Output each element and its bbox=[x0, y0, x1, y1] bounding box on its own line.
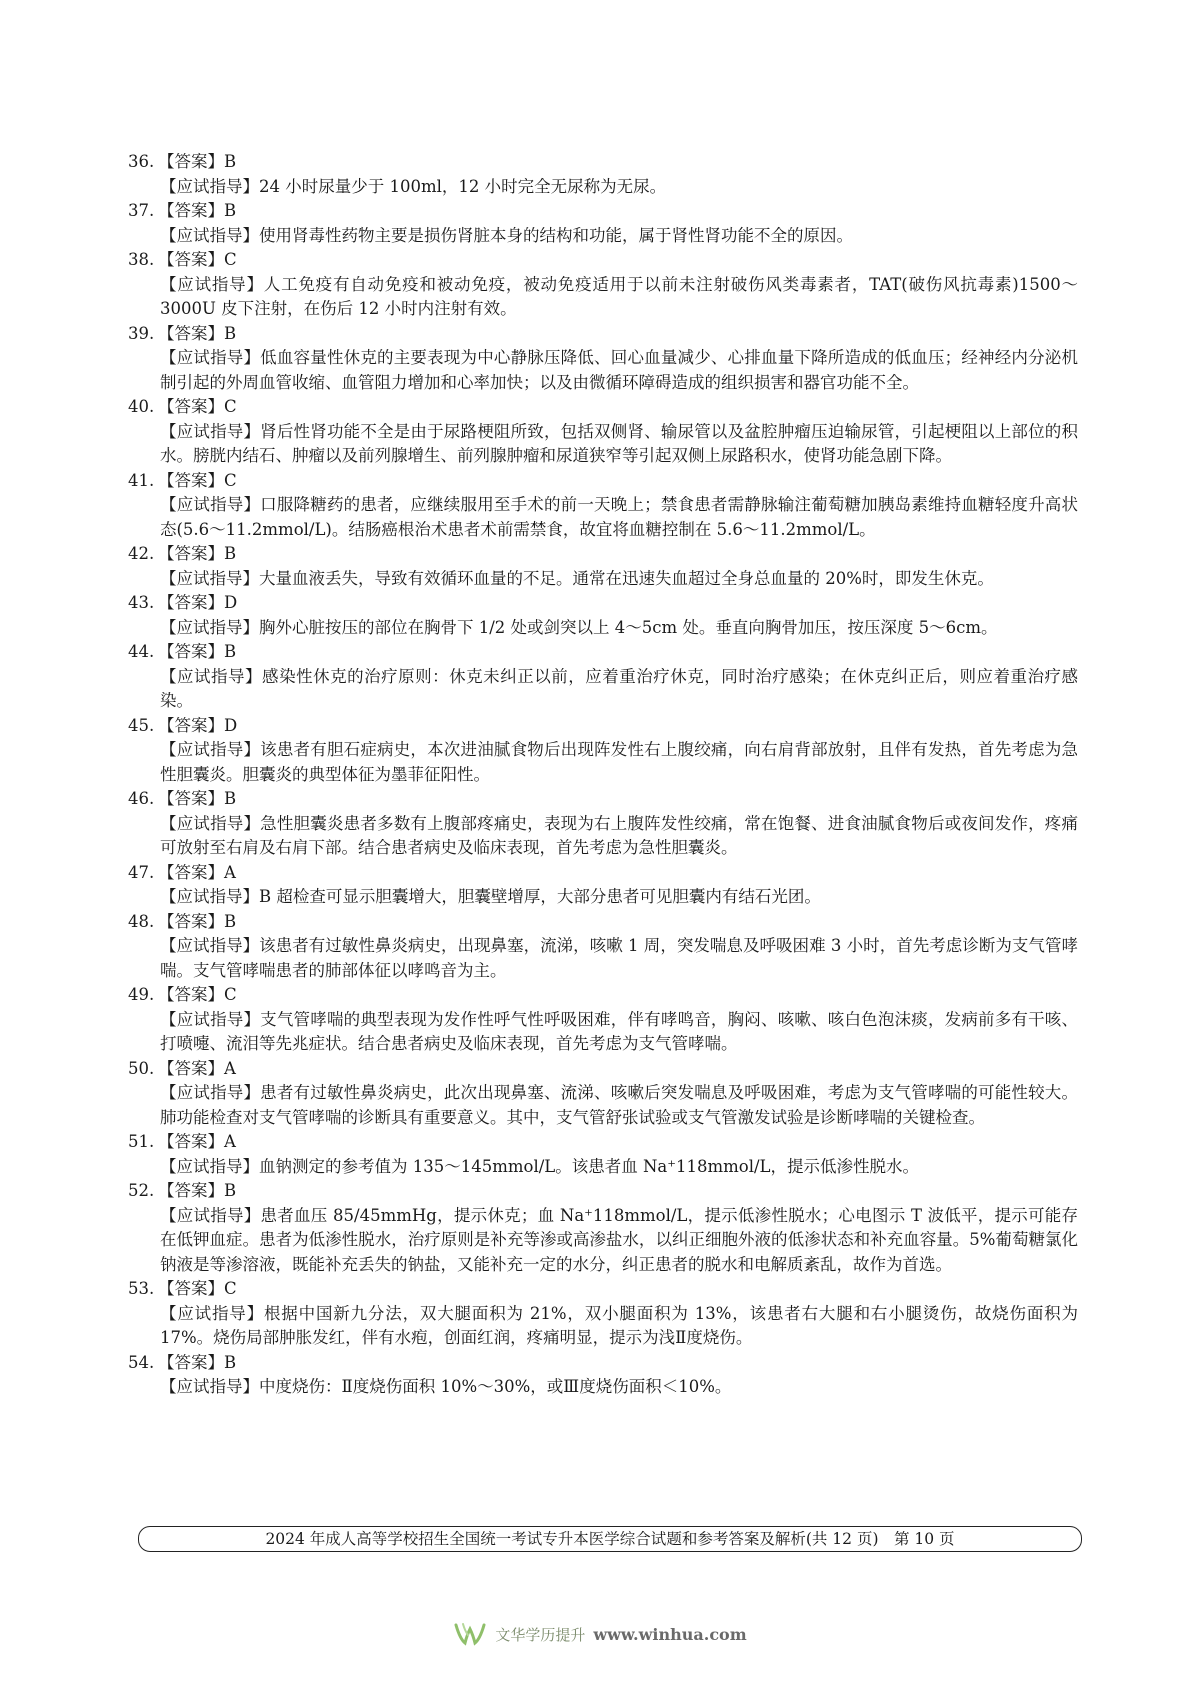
question-number: 41. bbox=[128, 470, 155, 490]
answer-text: 【答案】C bbox=[158, 1279, 237, 1298]
question-number: 40. bbox=[128, 397, 155, 416]
answer-text: 【答案】C bbox=[158, 985, 237, 1004]
answer-line bbox=[128, 469, 1078, 494]
answer-text: 【答案】B bbox=[158, 789, 237, 808]
answer-item bbox=[128, 1277, 1078, 1351]
exam-guide-text: 【应试指导】人工免疫有自动免疫和被动免疫，被动免疫适用于以前未注射破伤风类毒素者，TAT(破伤风抗毒素)1500～3000U 皮下注射，在伤后 12 小时内注射有效。 bbox=[160, 274, 1078, 318]
answer-line bbox=[128, 714, 1078, 739]
answer-item bbox=[128, 395, 1078, 469]
answer-item bbox=[128, 861, 1078, 910]
exam-guide-text: 【应试指导】24 小时尿量少于 100ml，12 小时完全无尿称为无尿。 bbox=[160, 176, 667, 196]
question-number: 45. bbox=[128, 715, 155, 735]
exam-guide-text: 【应试指导】根据中国新九分法，双大腿面积为 21%，双小腿面积为 13%，该患者右大腿和右小腿烫伤，故烧伤面积为 17%。烧伤局部肿胀发红，伴有水疱，创面红润，疼痛明显，提示为浅Ⅱ度烧伤。 bbox=[160, 1303, 1078, 1347]
answer-line bbox=[128, 640, 1078, 665]
exam-guide-text: 【应试指导】B 超检查可显示胆囊增大，胆囊壁增厚，大部分患者可见胆囊内有结石光团。 bbox=[160, 887, 821, 906]
answer-text: 【答案】A bbox=[158, 1058, 236, 1078]
exam-guide-text: 【应试指导】低血容量性休克的主要表现为中心静脉压降低、回心血量减少、心排血量下降所造成的低血压；经神经内分泌机制引起的外周血管收缩、血管阻力增加和心率加快；以及由微循环障碍造成的组织损害和器官功能不全。 bbox=[160, 348, 1078, 392]
answer-line bbox=[128, 591, 1078, 616]
answer-text: 【答案】B bbox=[158, 1181, 237, 1200]
question-number: 43. bbox=[128, 593, 155, 612]
question-number: 47. bbox=[128, 862, 155, 882]
question-number: 39. bbox=[128, 323, 155, 343]
answer-item bbox=[128, 322, 1078, 396]
question-number: 54. bbox=[128, 1352, 155, 1372]
exam-guide-text: 【应试指导】感染性休克的治疗原则：休克未纠正以前，应着重治疗休克，同时治疗感染；在休克纠正后，则应着重治疗感染。 bbox=[160, 666, 1078, 710]
brand-watermark bbox=[0, 1617, 1200, 1651]
answer-text: 【答案】B bbox=[158, 544, 237, 563]
answer-item bbox=[128, 150, 1078, 199]
answer-line bbox=[128, 1351, 1078, 1376]
answer-text: 【答案】A bbox=[158, 862, 236, 882]
exam-guide-text: 【应试指导】患者有过敏性鼻炎病史，此次出现鼻塞、流涕、咳嗽后突发喘息及呼吸困难，考虑为支气管哮喘的可能性较大。肺功能检查对支气管哮喘的诊断具有重要意义。其中，支气管舒张试验或支气管激发试验是诊断哮喘的关键检查。 bbox=[160, 1083, 1078, 1127]
answer-text: 【答案】C bbox=[158, 397, 237, 416]
answer-item bbox=[128, 787, 1078, 861]
answer-line bbox=[128, 910, 1078, 935]
answer-item bbox=[128, 1351, 1078, 1400]
answer-item bbox=[128, 910, 1078, 984]
answer-item bbox=[128, 542, 1078, 591]
exam-guide-text: 【应试指导】该患者有胆石症病史，本次进油腻食物后出现阵发性右上腹绞痛，向右肩背部放射，且伴有发热，首先考虑为急性胆囊炎。胆囊炎的典型体征为墨菲征阳性。 bbox=[160, 740, 1078, 784]
answer-line bbox=[128, 1057, 1078, 1082]
answer-text: 【答案】D bbox=[158, 593, 238, 612]
answer-line bbox=[128, 395, 1078, 420]
question-number: 53. bbox=[128, 1279, 155, 1298]
exam-guide-text: 【应试指导】大量血液丢失，导致有效循环血量的不足。通常在迅速失血超过全身总血量的 20%时，即发生休克。 bbox=[160, 568, 994, 588]
question-number: 44. bbox=[128, 642, 155, 661]
answer-item bbox=[128, 983, 1078, 1057]
exam-guide-text: 【应试指导】使用肾毒性药物主要是损伤肾脏本身的结构和功能，属于肾性肾功能不全的原因。 bbox=[160, 225, 853, 245]
answer-item bbox=[128, 1057, 1078, 1131]
answer-item bbox=[128, 714, 1078, 788]
brand-url[interactable]: www.winhua.com bbox=[593, 1624, 747, 1644]
answer-line bbox=[128, 1277, 1078, 1302]
answer-item bbox=[128, 199, 1078, 248]
question-number: 46. bbox=[128, 789, 155, 808]
question-number: 42. bbox=[128, 544, 155, 563]
answer-item bbox=[128, 1130, 1078, 1179]
answer-text: 【答案】D bbox=[158, 715, 238, 735]
answer-item bbox=[128, 1179, 1078, 1277]
brand-name: 文华学历提升 bbox=[495, 1625, 586, 1644]
answer-line bbox=[128, 542, 1078, 567]
exam-guide-text: 【应试指导】口服降糖药的患者，应继续服用至手术的前一天晚上；禁食患者需静脉输注葡萄糖加胰岛素维持血糖轻度升高状态(5.6～11.2mmol/L)。结肠癌根治术患者术前需禁食，故宜将血糖控制在 5.6～11.2mmol/L。 bbox=[160, 495, 1078, 539]
exam-guide-text: 【应试指导】患者血压 85/45mmHg，提示休克；血 Na⁺118mmol/L，提示低渗性脱水；心电图示 T 波低平，提示可能存在低钾血症。患者为低渗性脱水，治疗原则是补充等渗或高渗盐水，以纠正细胞外液的低渗状态和补充血容量。5%葡萄糖氯化钠液是等渗溶液，既能补充丢失的钠盐，又能补充一定的水分，纠正患者的脱水和电解质紊乱，故作为首选。 bbox=[160, 1205, 1078, 1274]
answer-text: 【答案】B bbox=[158, 323, 237, 343]
answer-line bbox=[128, 199, 1078, 224]
answer-line bbox=[128, 150, 1078, 175]
question-number: 36. bbox=[128, 152, 155, 171]
question-number: 49. bbox=[128, 985, 155, 1004]
exam-guide-text: 【应试指导】胸外心脏按压的部位在胸骨下 1/2 处或剑突以上 4～5cm 处。垂直向胸骨加压，按压深度 5～6cm。 bbox=[160, 617, 998, 637]
answer-item bbox=[128, 640, 1078, 714]
question-number: 48. bbox=[128, 911, 155, 931]
question-number: 52. bbox=[128, 1181, 155, 1200]
page-footer: 2024 年成人高等学校招生全国统一考试专升本医学综合试题和参考答案及解析(共 12 页) 第 10 页 bbox=[138, 1526, 1082, 1552]
exam-guide-text: 【应试指导】肾后性肾功能不全是由于尿路梗阻所致，包括双侧肾、输尿管以及盆腔肿瘤压迫输尿管，引起梗阻以上部位的积水。膀胱内结石、肿瘤以及前列腺增生、前列腺肿瘤和尿道狭窄等引起双侧上尿路积水，使肾功能急剧下降。 bbox=[160, 421, 1078, 465]
answer-line bbox=[128, 1179, 1078, 1204]
answer-line bbox=[128, 248, 1078, 273]
answer-text: 【答案】B bbox=[158, 911, 237, 931]
answer-line bbox=[128, 787, 1078, 812]
answer-text: 【答案】B bbox=[158, 201, 237, 220]
answer-line bbox=[128, 861, 1078, 886]
exam-guide-text: 【应试指导】中度烧伤：Ⅱ度烧伤面积 10%～30%，或Ⅲ度烧伤面积＜10%。 bbox=[160, 1377, 732, 1396]
answer-line bbox=[128, 322, 1078, 347]
answer-item bbox=[128, 591, 1078, 640]
answer-text: 【答案】A bbox=[158, 1132, 236, 1151]
answer-item bbox=[128, 248, 1078, 322]
answer-text: 【答案】C bbox=[158, 470, 237, 490]
question-number: 51. bbox=[128, 1132, 155, 1151]
exam-guide-text: 【应试指导】急性胆囊炎患者多数有上腹部疼痛史，表现为右上腹阵发性绞痛，常在饱餐、进食油腻食物后或夜间发作，疼痛可放射至右肩及右肩下部。结合患者病史及临床表现，首先考虑为急性胆囊炎。 bbox=[160, 813, 1078, 857]
answer-item bbox=[128, 469, 1078, 543]
question-number: 50. bbox=[128, 1058, 155, 1078]
answer-text: 【答案】C bbox=[158, 250, 237, 269]
answer-text: 【答案】B bbox=[158, 152, 237, 171]
question-number: 38. bbox=[128, 250, 155, 269]
answer-text: 【答案】B bbox=[158, 642, 237, 661]
exam-guide-text: 【应试指导】该患者有过敏性鼻炎病史，出现鼻塞，流涕，咳嗽 1 周，突发喘息及呼吸困难 3 小时，首先考虑诊断为支气管哮喘。支气管哮喘患者的肺部体征以哮鸣音为主。 bbox=[160, 936, 1078, 980]
answer-text: 【答案】B bbox=[158, 1352, 237, 1372]
answer-list bbox=[128, 150, 1078, 1400]
question-number: 37. bbox=[128, 201, 155, 220]
winhua-logo-icon bbox=[453, 1621, 487, 1647]
exam-guide-text: 【应试指导】支气管哮喘的典型表现为发作性呼气性呼吸困难，伴有哮鸣音，胸闷、咳嗽、咳白色泡沫痰，发病前多有干咳、打喷嚏、流泪等先兆症状。结合患者病史及临床表现，首先考虑为支气管哮喘。 bbox=[160, 1009, 1078, 1053]
exam-guide-text: 【应试指导】血钠测定的参考值为 135～145mmol/L。该患者血 Na⁺118mmol/L，提示低渗性脱水。 bbox=[160, 1156, 919, 1176]
answer-line bbox=[128, 983, 1078, 1008]
answer-line bbox=[128, 1130, 1078, 1155]
